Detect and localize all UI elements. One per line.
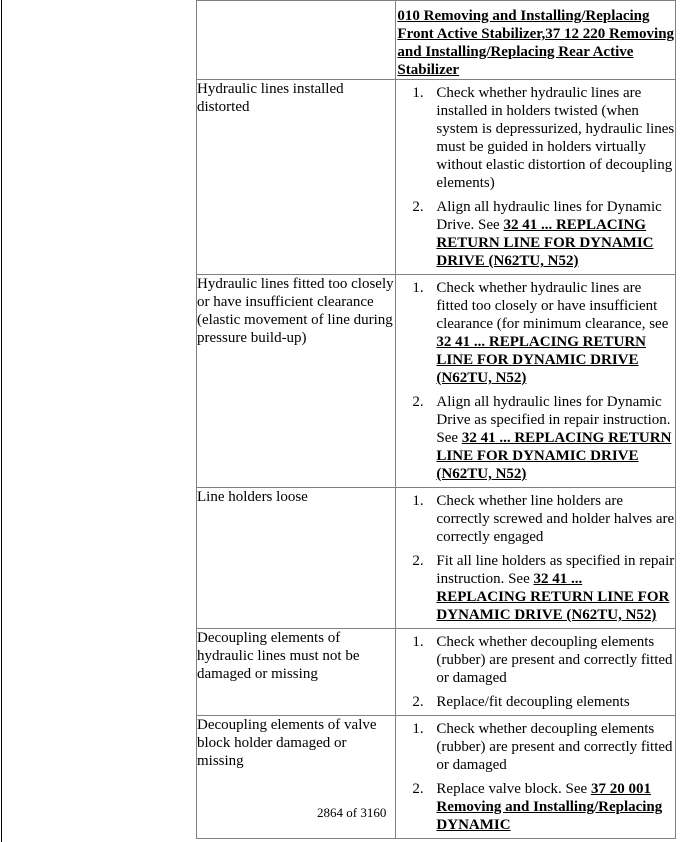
fault-description: Hydraulic lines fitted too closely or have insufficient clearance (elastic movement of line during pressure build-up) (197, 275, 396, 488)
page-left-rule (1, 0, 2, 842)
stabilizer-procedure-link[interactable]: 010 Removing and Installing/Replacing Front Active Stabilizer,37 12 220 Removing and Installing/Replacing Rear Active Stabilizer (397, 8, 675, 78)
step-number: 1. (412, 634, 424, 650)
step-text: Replace/fit decoupling elements (436, 694, 630, 710)
remedy-step (396, 198, 675, 270)
step-text: Fit all line holders as specified in repair instruction. See (436, 553, 675, 587)
table-row-header-link (197, 1, 676, 80)
table-row (197, 488, 676, 629)
table-row (197, 275, 676, 488)
table-row (197, 716, 676, 839)
remedy-cell (396, 275, 676, 488)
step-text: Check whether line holders are correctly screwed and holder halves are correctly engaged (436, 493, 675, 545)
repair-reference-link[interactable]: 32 41 ... REPLACING RETURN LINE FOR DYNAMIC DRIVE (N62TU, N52) (436, 334, 647, 386)
remedy-step (396, 492, 675, 546)
step-number: 1. (412, 280, 424, 296)
remedy-steps (396, 492, 675, 624)
step-text: Align all hydraulic lines for Dynamic Drive as specified in repair instruction. See (436, 394, 671, 446)
diagnosis-table-body (197, 1, 676, 839)
remedy-cell (396, 716, 676, 839)
repair-reference-link[interactable]: 32 41 ... REPLACING RETURN LINE FOR DYNAMIC DRIVE (N62TU, N52) (436, 430, 672, 482)
step-text: Check whether decoupling elements (rubber) are present and correctly fitted or damaged (436, 634, 673, 686)
step-number: 2. (412, 781, 424, 797)
remedy-steps (396, 720, 675, 834)
remedy-steps (396, 84, 675, 270)
fault-description: Hydraulic lines installed distorted (197, 80, 396, 275)
fault-description: Line holders loose (197, 488, 396, 629)
step-number: 2. (412, 394, 424, 410)
remedy-step (396, 633, 675, 687)
step-number: 2. (412, 199, 424, 215)
remedy-cell (396, 1, 676, 80)
remedy-step (396, 693, 675, 711)
step-text: Replace valve block. See (436, 781, 591, 797)
remedy-step (396, 84, 675, 192)
step-text: Check whether decoupling elements (rubber) are present and correctly fitted or damaged (436, 721, 673, 773)
remedy-step (396, 552, 675, 624)
remedy-cell (396, 629, 676, 716)
step-number: 2. (412, 553, 424, 569)
step-number: 2. (412, 694, 424, 710)
remedy-cell (396, 80, 676, 275)
table-row (197, 80, 676, 275)
repair-reference-link[interactable]: 32 41 ... REPLACING RETURN LINE FOR DYNAMIC DRIVE (N62TU, N52) (436, 217, 654, 269)
step-number: 1. (412, 493, 424, 509)
step-number: 1. (412, 721, 424, 737)
step-text: Check whether hydraulic lines are installed in holders twisted (when system is depressurized, hydraulic lines must be guided in holders virtually without elastic distortion of decoupling elements) (436, 85, 675, 191)
diagnosis-table (196, 0, 676, 839)
remedy-step (396, 393, 675, 483)
page-number: 2864 of 3160 (317, 805, 387, 820)
fault-cell-empty (197, 1, 396, 80)
step-number: 1. (412, 85, 424, 101)
remedy-step (396, 720, 675, 774)
step-text: Check whether hydraulic lines are fitted too closely or have insufficient clearance (for minimum clearance, see (436, 280, 669, 332)
step-text: Align all hydraulic lines for Dynamic Drive. See (436, 199, 662, 233)
table-row (197, 629, 676, 716)
repair-reference-link[interactable]: 32 41 ... REPLACING RETURN LINE FOR DYNAMIC DRIVE (N62TU, N52) (436, 571, 670, 623)
remedy-step (396, 279, 675, 387)
remedy-steps (396, 279, 675, 483)
remedy-steps (396, 633, 675, 711)
remedy-step (396, 780, 675, 834)
remedy-cell (396, 488, 676, 629)
fault-description: Decoupling elements of valve block holder damaged or missing (197, 716, 396, 839)
repair-reference-link[interactable]: 37 20 001 Removing and Installing/Replacing DYNAMIC (436, 781, 663, 833)
fault-description: Decoupling elements of hydraulic lines must not be damaged or missing (197, 629, 396, 716)
